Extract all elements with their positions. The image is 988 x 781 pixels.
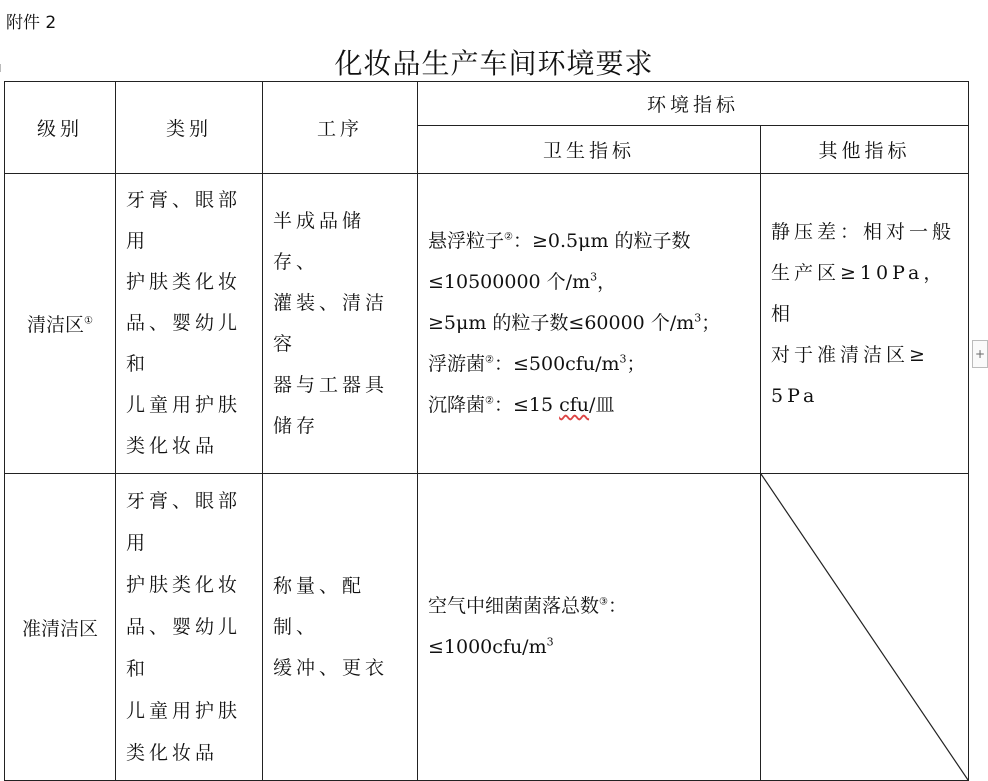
other-cell xyxy=(761,174,969,474)
process-line: 称量、配制、 xyxy=(273,574,366,638)
process-line: 储存 xyxy=(273,414,320,437)
category-line: 护肤类化妆 xyxy=(126,271,242,293)
level-cell xyxy=(5,474,116,781)
other-line: 5Pa xyxy=(771,385,819,407)
category-line: 牙膏、眼部用 xyxy=(126,189,242,252)
header-other: 其他指标 xyxy=(761,126,969,174)
table-row xyxy=(5,174,969,474)
other-line: 静压差：相对一般 xyxy=(771,221,956,243)
expand-button[interactable]: + xyxy=(972,340,988,368)
hygiene-cell xyxy=(418,474,761,781)
level-text: 清洁区 xyxy=(27,314,85,336)
attachment-label: 附件 2 xyxy=(6,13,57,33)
category-line: 类化妆品 xyxy=(126,435,219,457)
header-environment: 环境指标 xyxy=(418,82,969,126)
other-line: 生产区≥10Pa，相 xyxy=(771,262,947,325)
document-title: 化妆品生产车间环境要求 xyxy=(334,47,654,80)
diagonal-line xyxy=(761,474,968,780)
other-line: 对于准清洁区≥ xyxy=(771,344,929,366)
empty-diagonal-cell xyxy=(761,474,969,781)
hygiene-line: 沉降菌②：≤15 cfu/皿 xyxy=(428,394,615,416)
process-line: 半成品储存、 xyxy=(273,209,366,273)
process-cell xyxy=(263,174,418,474)
process-line: 缓冲、更衣 xyxy=(273,656,389,679)
hygiene-cell xyxy=(418,174,761,474)
category-line: 牙膏、眼部用 xyxy=(126,490,242,554)
level-text: 准清洁区 xyxy=(21,617,98,640)
hygiene-line: 悬浮粒子②：≥0.5μm 的粒子数 xyxy=(428,230,691,252)
hygiene-line: ≤10500000 个$/m^3$， xyxy=(428,270,617,293)
header-level: 级别 xyxy=(5,82,116,174)
hygiene-line: $\le 1000cfu/m^3$ xyxy=(428,635,554,658)
category-line: 品、婴幼儿和 xyxy=(126,312,242,375)
level-cell xyxy=(5,174,116,474)
process-line: 器与工器具 xyxy=(273,373,389,396)
header-row-1 xyxy=(5,82,969,126)
category-line: 品、婴幼儿和 xyxy=(126,616,242,680)
requirements-table xyxy=(4,81,969,781)
category-line: 类化妆品 xyxy=(126,742,219,764)
hygiene-line: ≥5μm 的粒子数≤60000 个$/m^3$； xyxy=(428,311,721,334)
table-row xyxy=(5,474,969,781)
hygiene-line: 浮游菌②：$\le 500cfu/m^3$； xyxy=(428,352,646,375)
header-hygiene: 卫生指标 xyxy=(418,126,761,174)
header-process: 工序 xyxy=(263,82,418,174)
category-cell xyxy=(116,474,263,781)
category-line: 儿童用护肤 xyxy=(126,700,242,722)
footnote-mark: ① xyxy=(84,315,93,327)
category-line: 护肤类化妆 xyxy=(126,574,242,596)
category-cell xyxy=(116,174,263,474)
category-line: 儿童用护肤 xyxy=(126,394,242,416)
header-category: 类别 xyxy=(116,82,263,174)
hygiene-line: 空气中细菌菌落总数③： xyxy=(428,595,627,617)
process-line: 灌装、清洁容 xyxy=(273,291,389,355)
process-cell xyxy=(263,474,418,781)
